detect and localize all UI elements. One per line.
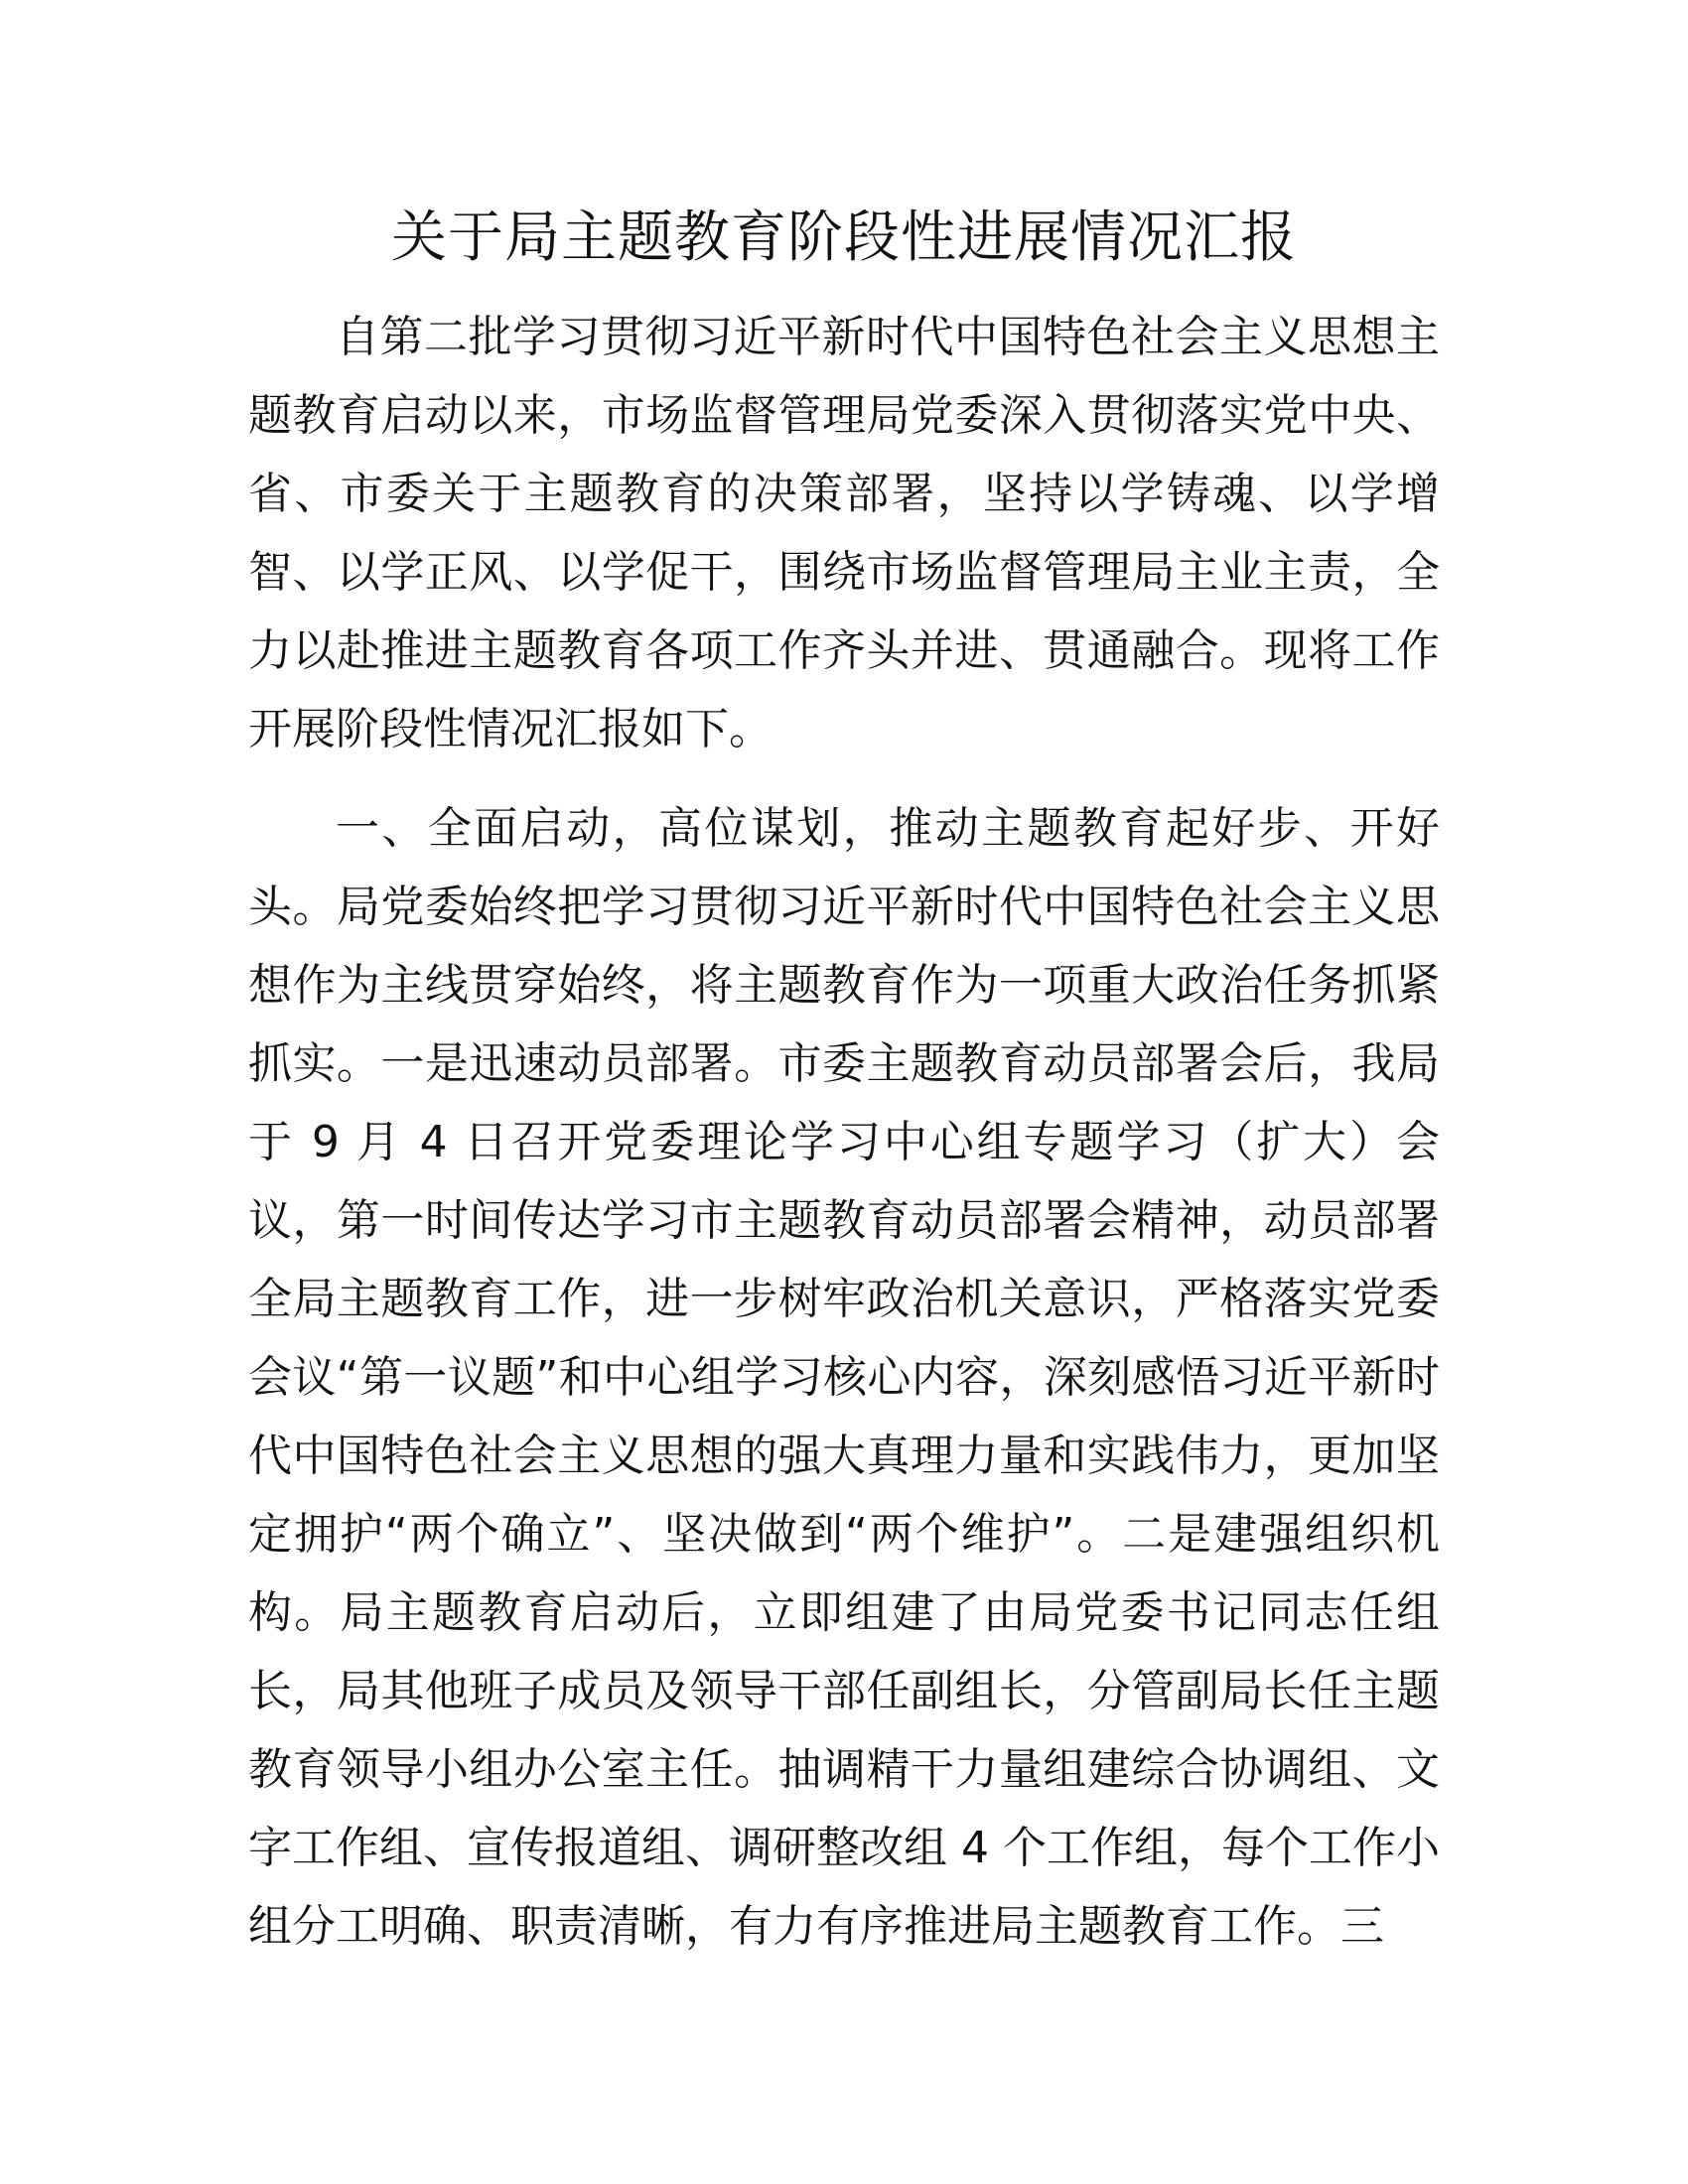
document-body — [248, 298, 1440, 1966]
document-title: 关于局主题教育阶段性进展情况汇报 — [391, 205, 1297, 270]
paragraph-section-one: 一、全面启动，高位谋划，推动主题教育起好步、开好头。局党委始终把学习贯彻习近平新时代中国特色社会主义思想作为主线贯穿始终，将主题教育作为一项重大政治任务抓紧抓实。一是迅速动员部署。市委主题教育动员部署会后，我局于 9 月 4 日召开党委理论学习中心组专题学习（扩大）会议，第一时间传达学习市主题教育动员部署会精神，动员部署全局主题教育工作，进一步树牢政治机关意识，严格落实党委会议“第一议题”和中心组学习核心内容，深刻感悟习近平新时代中国特色社会主义思想的强大真理力量和实践伟力，更加坚定拥护“两个确立”、坚决做到“两个维护”。二是建强组织机构。局主题教育启动后，立即组建了由局党委书记同志任组长，局其他班子成员及领导干部任副组长，分管副局长任主题教育领导小组办公室主任。抽调精干力量组建综合协调组、文字工作组、宣传报道组、调研整改组 4 个工作组，每个工作小组分工明确、职责清晰，有力有序推进局主题教育工作。三 — [248, 803, 1440, 1952]
paragraph-intro: 自第二批学习贯彻习近平新时代中国特色社会主义思想主题教育启动以来，市场监督管理局党委深入贯彻落实党中央、省、市委关于主题教育的决策部署，坚持以学铸魂、以学增智、以学正风、以学促干，围绕市场监督管理局主业主责，全力以赴推进主题教育各项工作齐头并进、贯通融合。现将工作开展阶段性情况汇报如下。 — [248, 312, 1440, 754]
